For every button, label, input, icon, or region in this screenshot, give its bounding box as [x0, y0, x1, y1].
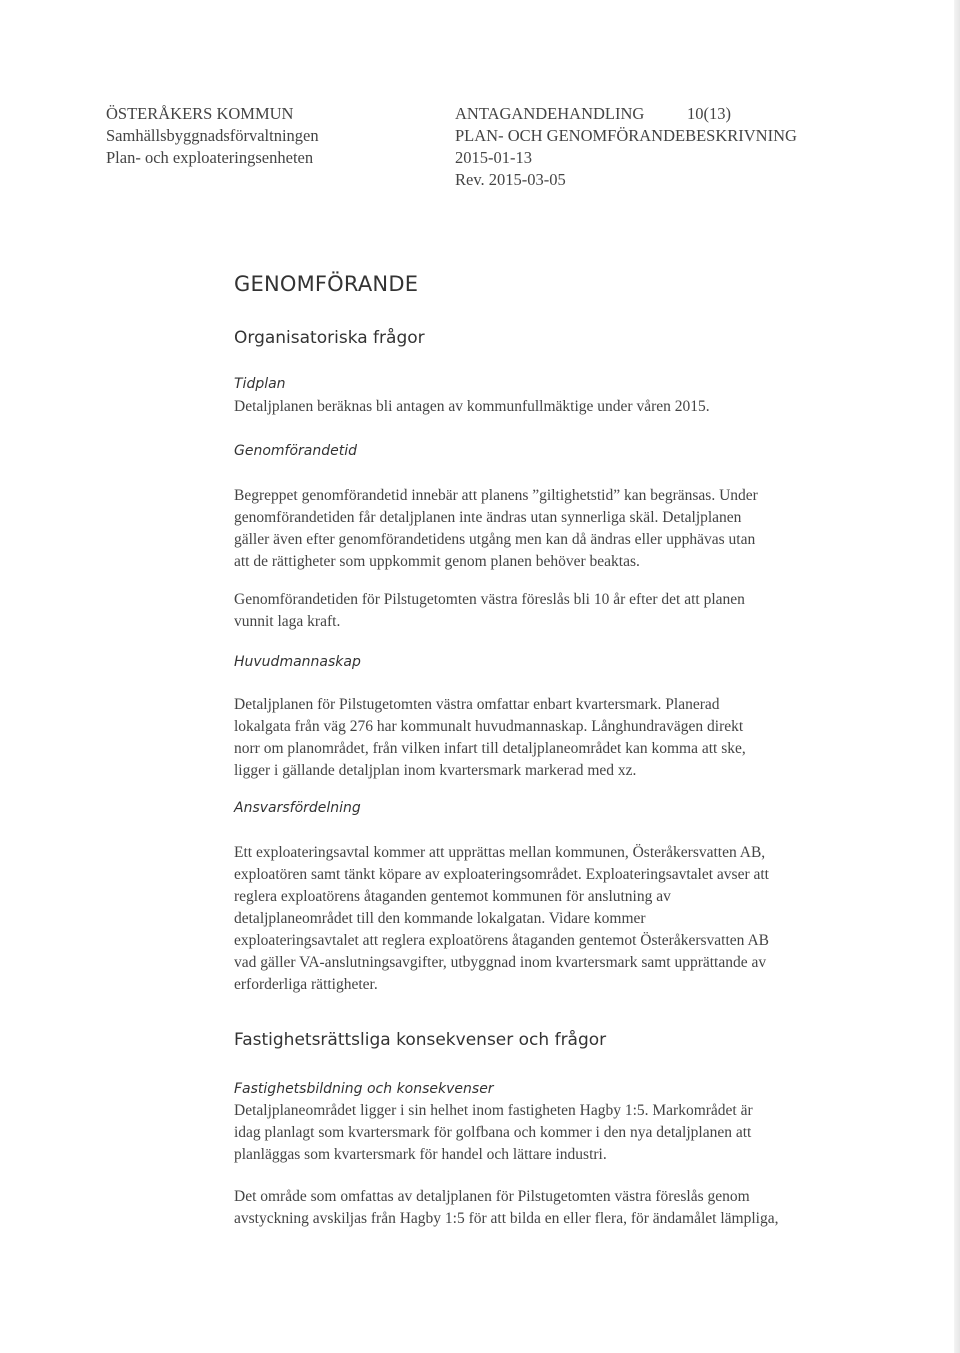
text-line: gäller även efter genomförandetidens utgång men kan då ändras eller upphävas utan [234, 531, 756, 548]
genomforandetid-paragraph-2 [234, 589, 854, 633]
tidplan-paragraph [234, 396, 854, 418]
subheading-huvudmannaskap: Huvudmannaskap [234, 654, 361, 670]
text-line: Ett exploateringsavtal kommer att upprättas mellan kommunen, Österåkersvatten AB, [234, 844, 766, 861]
text-line: planläggas som kvartersmark för handel och lättare industri. [234, 1146, 607, 1163]
text-line: att de rättigheter som uppkommit genom planen behöver beaktas. [234, 553, 640, 570]
page-number: 10(13) [687, 104, 731, 123]
text-line: detaljplaneområdet till den kommande lokalgatan. Vidare kommer [234, 910, 646, 927]
org-department: Samhällsbyggnadsförvaltningen [106, 126, 319, 145]
text-line: vunnit laga kraft. [234, 613, 341, 630]
text-line: lokalgata från väg 276 har kommunalt huvudmannaskap. Långhundravägen direkt [234, 718, 744, 735]
text-line: norr om planområdet, från vilken infart till detaljplaneområdet kan komma att ske, [234, 740, 746, 757]
document-info-block [455, 103, 855, 191]
document-date: 2015-01-13 [455, 148, 532, 167]
huvudmannaskap-paragraph [234, 694, 854, 782]
section-heading-fastighetsrattsliga: Fastighetsrättsliga konsekvenser och frågor [234, 1030, 607, 1050]
text-line: avstyckning avskiljas från Hagby 1:5 för att bilda en eller flera, för ändamålet lämpliga, [234, 1210, 779, 1227]
document-revision: Rev. 2015-03-05 [455, 170, 566, 189]
text-line: Begreppet genomförandetid innebär att planens ”giltighetstid” kan begränsas. Under [234, 487, 758, 504]
scan-edge-shadow [954, 0, 960, 1353]
genomforandetid-paragraph-1 [234, 485, 854, 573]
text-line: Genomförandetiden för Pilstugetomten västra föreslås bli 10 år efter det att planen [234, 591, 745, 608]
document-type: ANTAGANDEHANDLING [455, 104, 645, 123]
organization-block [106, 103, 319, 169]
text-line: idag planlagt som kvartersmark för golfbana och kommer i den nya detaljplanen att [234, 1124, 752, 1141]
text-line: exploateringsavtalet att reglera exploatörens åtaganden gentemot Österåkersvatten AB [234, 932, 769, 949]
text-line: reglera exploatörens åtaganden gentemot kommunen för anslutning av [234, 888, 671, 905]
text-line: exploatören samt tänkt köpare av exploateringsområdet. Exploateringsavtalet avser att [234, 866, 769, 883]
fastighetsbildning-paragraph-1 [234, 1100, 854, 1166]
text-line: genomförandetiden får detaljplanen inte ändras utan synnerliga skäl. Detaljplanen [234, 509, 742, 526]
page-title: GENOMFÖRANDE [234, 272, 419, 296]
ansvarsfordelning-paragraph [234, 842, 854, 996]
text-line: ligger i gällande detaljplan inom kvartersmark markerad med xz. [234, 762, 637, 779]
section-heading-organisatoriska: Organisatoriska frågor [234, 328, 425, 348]
org-name: ÖSTERÅKERS KOMMUN [106, 104, 294, 123]
text-line: erforderliga rättigheter. [234, 976, 378, 993]
subheading-ansvarsfordelning: Ansvarsfördelning [234, 800, 361, 816]
document-title: PLAN- OCH GENOMFÖRANDEBESKRIVNING [455, 126, 797, 145]
text-line: Detaljplaneområdet ligger i sin helhet inom fastigheten Hagby 1:5. Markområdet är [234, 1102, 753, 1119]
text-line: vad gäller VA-anslutningsavgifter, utbyggnad inom kvartersmark samt upprättande av [234, 954, 767, 971]
subheading-genomforandetid: Genomförandetid [234, 443, 358, 459]
fastighetsbildning-paragraph-2 [234, 1186, 854, 1230]
subheading-tidplan: Tidplan [234, 376, 286, 392]
org-unit: Plan- och exploateringsenheten [106, 148, 314, 167]
text-line: Det område som omfattas av detaljplanen för Pilstugetomten västra föreslås genom [234, 1188, 750, 1205]
text-line: Detaljplanen för Pilstugetomten västra omfattar enbart kvartersmark. Planerad [234, 696, 720, 713]
text-line: Detaljplanen beräknas bli antagen av kommunfullmäktige under våren 2015. [234, 398, 710, 415]
subheading-fastighetsbildning: Fastighetsbildning och konsekvenser [234, 1081, 494, 1097]
